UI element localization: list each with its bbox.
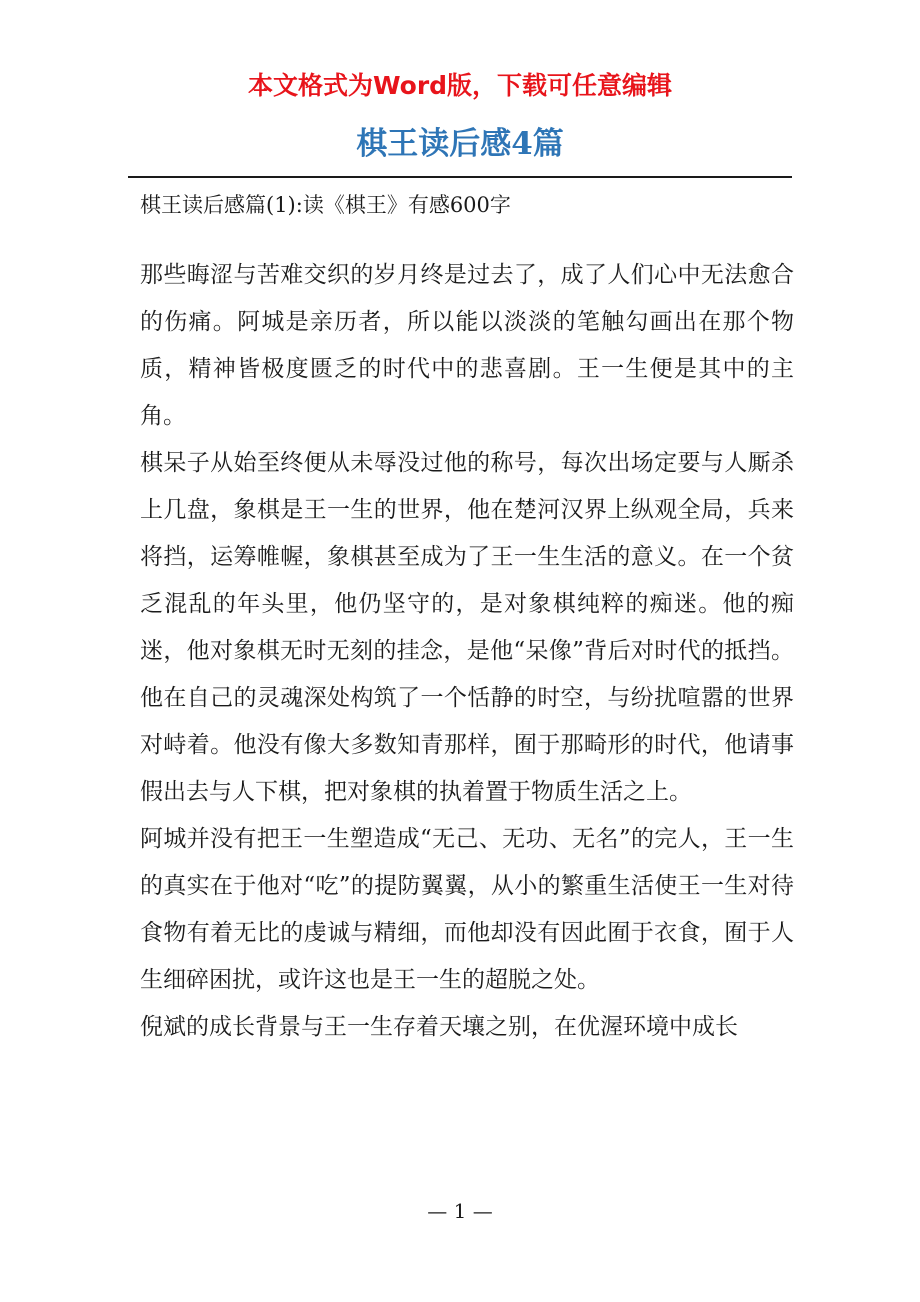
article-body xyxy=(140,252,794,1051)
paragraph-2: 棋呆子从始至终便从未辱没过他的称号，每次出场定要与人厮杀上几盘，象棋是王一生的世界，他在楚河汉界上纵观全局，兵来将挡，运筹帷幄，象棋甚至成为了王一生生活的意义。在一个贫乏混乱的年头里，他仍坚守的，是对象棋纯粹的痴迷。他的痴迷，他对象棋无时无刻的挂念，是他“呆像”背后对时代的抵挡。他在自己的灵魂深处构筑了一个恬静的时空，与纷扰喧嚣的世界对峙着。他没有像大多数知青那样，囿于那畸形的时代，他请事假出去与人下棋，把对象棋的执着置于物质生活之上。 xyxy=(140,450,794,805)
title-divider xyxy=(128,176,792,178)
section-heading: 棋王读后感篇(1):读《棋王》有感600字 xyxy=(140,193,511,217)
format-notice-banner: 本文格式为Word版，下载可任意编辑 xyxy=(247,71,673,100)
paragraph-3: 阿城并没有把王一生塑造成“无己、无功、无名”的完人，王一生的真实在于他对“吃”的提防翼翼，从小的繁重生活使王一生对待食物有着无比的虔诚与精细，而他却没有因此囿于衣食，囿于人生细碎困扰，或许这也是王一生的超脱之处。 xyxy=(140,826,794,993)
paragraph-4: 倪斌的成长背景与王一生存着天壤之别，在优渥环境中成长 xyxy=(140,1014,738,1040)
document-title: 棋王读后感4篇 xyxy=(356,126,564,162)
paragraph-1: 那些晦涩与苦难交织的岁月终是过去了，成了人们心中无法愈合的伤痛。阿城是亲历者，所以能以淡淡的笔触勾画出在那个物质，精神皆极度匮乏的时代中的悲喜剧。王一生便是其中的主角。 xyxy=(140,262,794,429)
page-number: — 1 — xyxy=(427,1199,493,1223)
